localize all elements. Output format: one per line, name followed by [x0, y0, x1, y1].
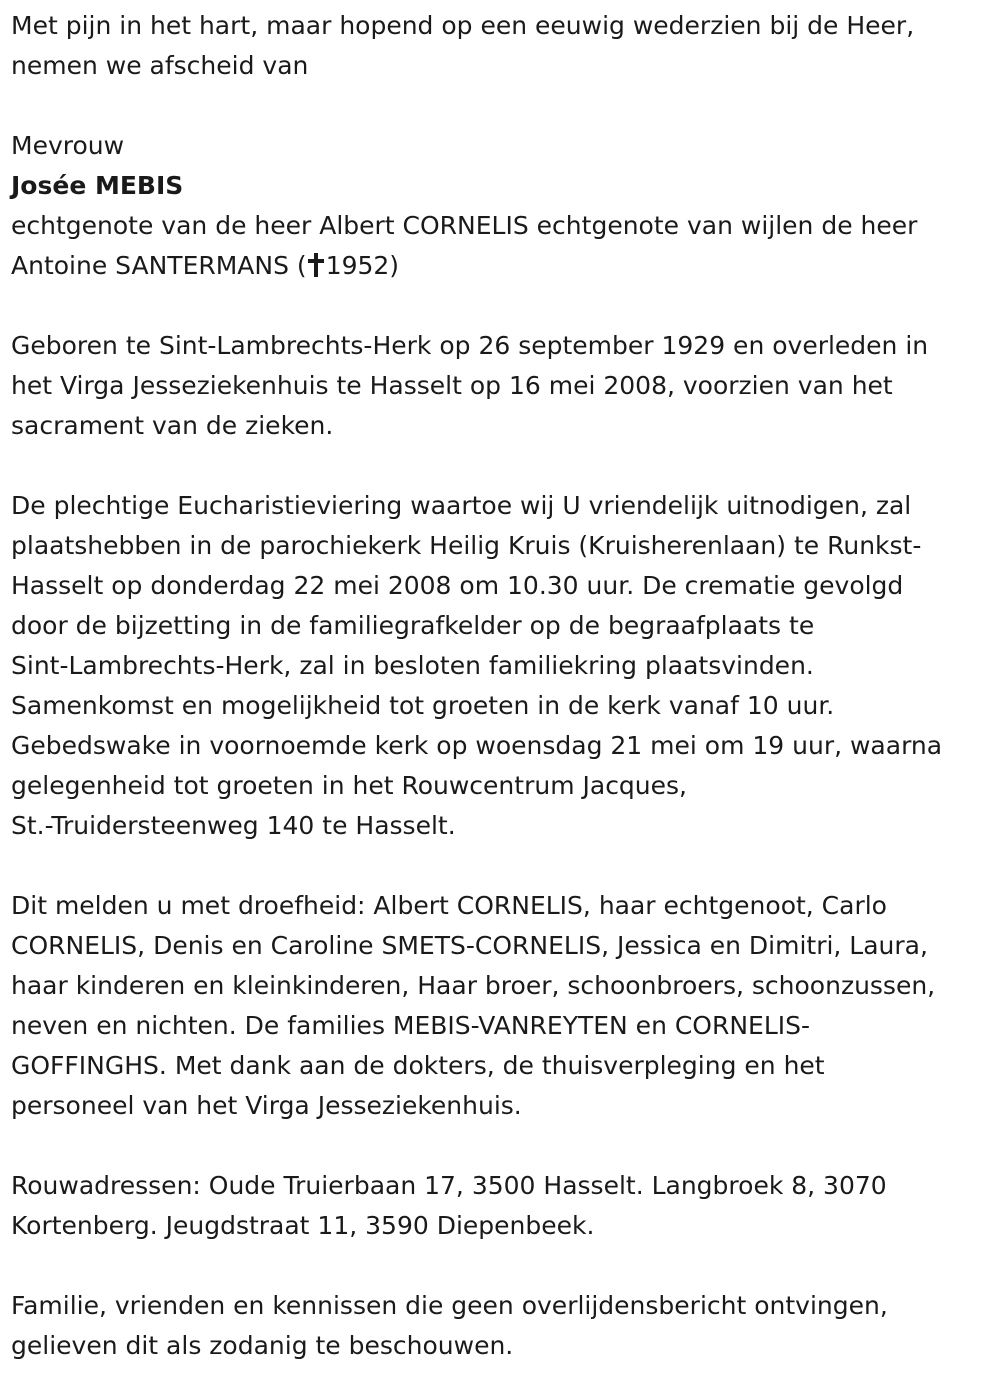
ceremony-line: De plechtige Eucharistieviering waartoe wij U vriendelijk uitnodigen, zal: [11, 491, 912, 520]
ceremony-line: Gebedswake in voornoemde kerk op woensdag 21 mei om 19 uur, waarna: [11, 731, 943, 760]
ceremony-line: Hasselt op donderdag 22 mei 2008 om 10.30 uur. De crematie gevolgd: [11, 571, 904, 600]
birth-death-line: het Virga Jesseziekenhuis te Hasselt op 16 mei 2008, voorzien van het: [11, 371, 893, 400]
birth-death-line: Geboren te Sint-Lambrechts-Herk op 26 september 1929 en overleden in: [11, 331, 929, 360]
ceremony-line: Samenkomst en mogelijkheid tot groeten in de kerk vanaf 10 uur.: [11, 691, 835, 720]
address-line: Rouwadressen: Oude Truierbaan 17, 3500 Hasselt. Langbroek 8, 3070: [11, 1171, 887, 1200]
address-line: Kortenberg. Jeugdstraat 11, 3590 Diepenbeek.: [11, 1211, 595, 1240]
deceased-name: Josée MEBIS: [11, 171, 184, 200]
spouse-line: echtgenote van de heer Albert CORNELIS echtgenote van wijlen de heer: [11, 211, 918, 240]
family-line: GOFFINGHS. Met dank aan de dokters, de thuisverpleging en het: [11, 1051, 825, 1080]
cross-icon: [308, 253, 324, 277]
ceremony-line: gelegenheid tot groeten in het Rouwcentrum Jacques,: [11, 771, 688, 800]
paragraph-gap: [11, 86, 996, 126]
opening-line: Met pijn in het hart, maar hopend op een eeuwig wederzien bij de Heer,: [11, 11, 915, 40]
spouse-line-suffix: 1952): [325, 251, 400, 280]
opening-line: nemen we afscheid van: [11, 51, 309, 80]
ceremony-line: St.-Truidersteenweg 140 te Hasselt.: [11, 811, 456, 840]
ceremony-line: door de bijzetting in de familiegrafkelder op de begraafplaats te: [11, 611, 815, 640]
family-line: Dit melden u met droefheid: Albert CORNELIS, haar echtgenoot, Carlo: [11, 891, 887, 920]
paragraph-gap: [11, 446, 996, 486]
family-line: haar kinderen en kleinkinderen, Haar broer, schoonbroers, schoonzussen,: [11, 971, 936, 1000]
deceased-title: Mevrouw: [11, 131, 125, 160]
closing-paragraph: [11, 1286, 996, 1366]
ceremony-paragraph: [11, 486, 996, 846]
ceremony-line: plaatshebben in de parochiekerk Heilig Kruis (Kruisherenlaan) te Runkst-: [11, 531, 922, 560]
family-line: personeel van het Virga Jesseziekenhuis.: [11, 1091, 522, 1120]
spouse-paragraph: [11, 206, 996, 286]
paragraph-gap: [11, 1126, 996, 1166]
paragraph-gap: [11, 846, 996, 886]
family-line: neven en nichten. De families MEBIS-VANREYTEN en CORNELIS-: [11, 1011, 811, 1040]
obituary-text: [11, 6, 996, 1366]
paragraph-gap: [11, 286, 996, 326]
addresses-paragraph: [11, 1166, 996, 1246]
closing-line: gelieven dit als zodanig te beschouwen.: [11, 1331, 514, 1360]
family-paragraph: [11, 886, 996, 1126]
ceremony-line: Sint-Lambrechts-Herk, zal in besloten familiekring plaatsvinden.: [11, 651, 814, 680]
birth-death-line: sacrament van de zieken.: [11, 411, 334, 440]
paragraph-gap: [11, 1246, 996, 1286]
spouse-line-prefix: Antoine SANTERMANS (: [11, 251, 307, 280]
birth-death-paragraph: [11, 326, 996, 446]
closing-line: Familie, vrienden en kennissen die geen overlijdensbericht ontvingen,: [11, 1291, 888, 1320]
opening-paragraph: [11, 6, 996, 86]
family-line: CORNELIS, Denis en Caroline SMETS-CORNELIS, Jessica en Dimitri, Laura,: [11, 931, 928, 960]
